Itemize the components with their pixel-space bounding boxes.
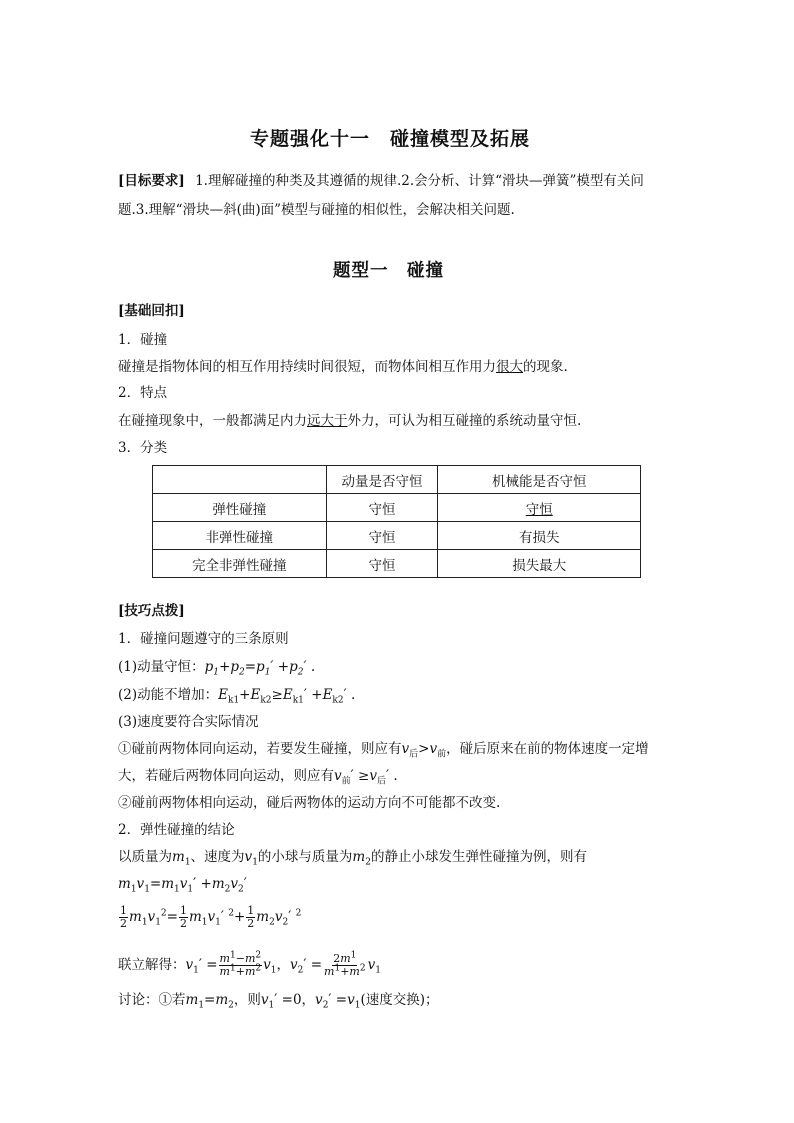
fraction: $\frac{m^1-m^2}{m^1+m^2}$ (219, 950, 262, 978)
case-2: ②碰前两物体相向运动，碰后两物体的运动方向不可能都不改变. (118, 795, 501, 811)
fraction: $\frac{2m^1}{m^1+m^2}$ (324, 950, 366, 978)
item2-title: 2．特点 (118, 385, 168, 401)
tips-heading: [技巧点拨] (118, 603, 185, 619)
item1-text-underlined: 很大 (496, 359, 523, 375)
item1-text-post: 的现象. (523, 359, 568, 375)
elastic-intro-b: 、速度为 (190, 849, 245, 865)
table-cell: 弹性碰撞 (153, 494, 327, 522)
solution-line: 联立解得：$v_1'$ = $\frac{m^1-m^2}{m^1+m^2}$ $v_1$，$v_2'$ = $\frac{2m^1}{m^1+m^2}$ $v_1$ (118, 950, 381, 978)
item2-text (118, 413, 581, 429)
elastic-intro-a: 以质量为 (118, 849, 172, 865)
tips-p1-title: 1．碰撞问题遵守的三条原则 (118, 631, 289, 647)
fraction: $\frac{1}{2}$ (247, 904, 255, 930)
rule-energy-label: (2)动能不增加： (118, 687, 219, 703)
rule-velocity: (3)速度要符合实际情况 (118, 714, 259, 730)
collision-classification-table (152, 465, 641, 578)
item1-text-pre: 碰撞是指物体间的相互作用持续时间很短，而物体间相互作用力 (118, 359, 496, 375)
item1-title: 1．碰撞 (118, 332, 168, 348)
table-header-cell (153, 466, 327, 494)
discussion-line: 讨论：①若$m_1=m_2$，则$v_1' =0$，$v_2' =v_1$(速度交换)； (118, 992, 439, 1011)
basics-heading: [基础回扣] (118, 303, 185, 319)
rule-energy (118, 687, 356, 706)
table-row (153, 550, 641, 578)
energy-equation: $\frac{1}{2}$ $m_1v_1^2=$ $\frac{1}{2}$ $m_1v_1'$ $^2$+ $\frac{1}{2}$ $m_2v_2'$ $^2$ (120, 904, 302, 930)
fraction: $\frac{1}{2}$ (120, 904, 127, 930)
item3-title: 3．分类 (118, 440, 168, 456)
case-1-line-1 (118, 741, 649, 760)
elastic-intro: 以质量为$m_1$、速度为$v_1$的小球与质量为$m_2$的静止小球发生弹性碰撞为例，则有 (118, 849, 587, 868)
table-cell: 完全非弹性碰撞 (153, 550, 327, 578)
tips-p2-title: 2．弹性碰撞的结论 (118, 822, 235, 838)
table-row (153, 522, 641, 550)
rule-momentum (118, 659, 316, 678)
discussion-mid: ，则 (233, 992, 261, 1008)
item1-text (118, 359, 568, 375)
fraction: $\frac{1}{2}$ (179, 904, 187, 930)
table-header-cell: 动量是否守恒 (326, 466, 438, 494)
table-cell: 守恒 (326, 550, 438, 578)
discussion-end: (速度交换)； (360, 992, 439, 1008)
table-cell: 损失最大 (438, 550, 641, 578)
table-cell: 守恒 (326, 494, 438, 522)
rule-momentum-formula: $p_1+p_2=p_1' +p_2'$ . (204, 659, 316, 678)
table-cell: 守恒 (326, 522, 438, 550)
case-1-line-2-text: 大，若碰后两物体同向运动，则应有 (118, 768, 334, 784)
objectives-text-1: 1.理解碰撞的种类及其遵循的规律.2.会分析、计算“滑块—弹簧”模型有关问 (195, 173, 644, 189)
elastic-intro-d: 的静止小球发生弹性碰撞为例，则有 (370, 849, 587, 865)
objectives-line-1 (118, 173, 644, 189)
case-1-formula: $v_后>v_前$ (401, 741, 447, 760)
item2-text-underlined: 远大于 (307, 413, 348, 429)
elastic-intro-c: 的小球与质量为 (257, 849, 353, 865)
table-cell: 守恒 (438, 494, 641, 522)
case-1-line-2-formula: $v_前' \ge v_后'$ . (334, 768, 398, 787)
item2-text-pre: 在碰撞现象中，一般都满足内力 (118, 413, 307, 429)
section-title: 题型一 碰撞 (333, 261, 444, 281)
rule-energy-formula: $E_{k1}+E_{k2}\ge E_{k1}' +E_{k2}'$ . (218, 687, 356, 706)
discussion-label: 讨论：①若 (118, 992, 186, 1008)
table-cell: 有损失 (438, 522, 641, 550)
case-1-line-2 (118, 768, 398, 787)
table-header-cell: 机械能是否守恒 (438, 466, 641, 494)
table-cell: 非弹性碰撞 (153, 522, 327, 550)
rule-momentum-label: (1)动量守恒： (118, 659, 205, 675)
solution-label: 联立解得： (118, 957, 186, 973)
item2-text-post: 外力，可认为相互碰撞的系统动量守恒. (347, 413, 582, 429)
objectives-tag: [目标要求] (118, 173, 185, 189)
objectives-line-2: 题.3.理解“滑块—斜(曲)面”模型与碰撞的相似性，会解决相关问题. (118, 202, 515, 218)
momentum-equation: $m_1v_1=m_1v_1' +m_2v_2'$ (118, 876, 247, 895)
case-1-text-post: ，碰后原来在前的物体速度一定增 (446, 741, 649, 757)
page-title: 专题强化十一 碰撞模型及拓展 (250, 128, 531, 150)
case-1-text-pre: ①碰前两物体同向运动，若要发生碰撞，则应有 (118, 741, 402, 757)
table-header-row (153, 466, 641, 494)
table-row (153, 494, 641, 522)
